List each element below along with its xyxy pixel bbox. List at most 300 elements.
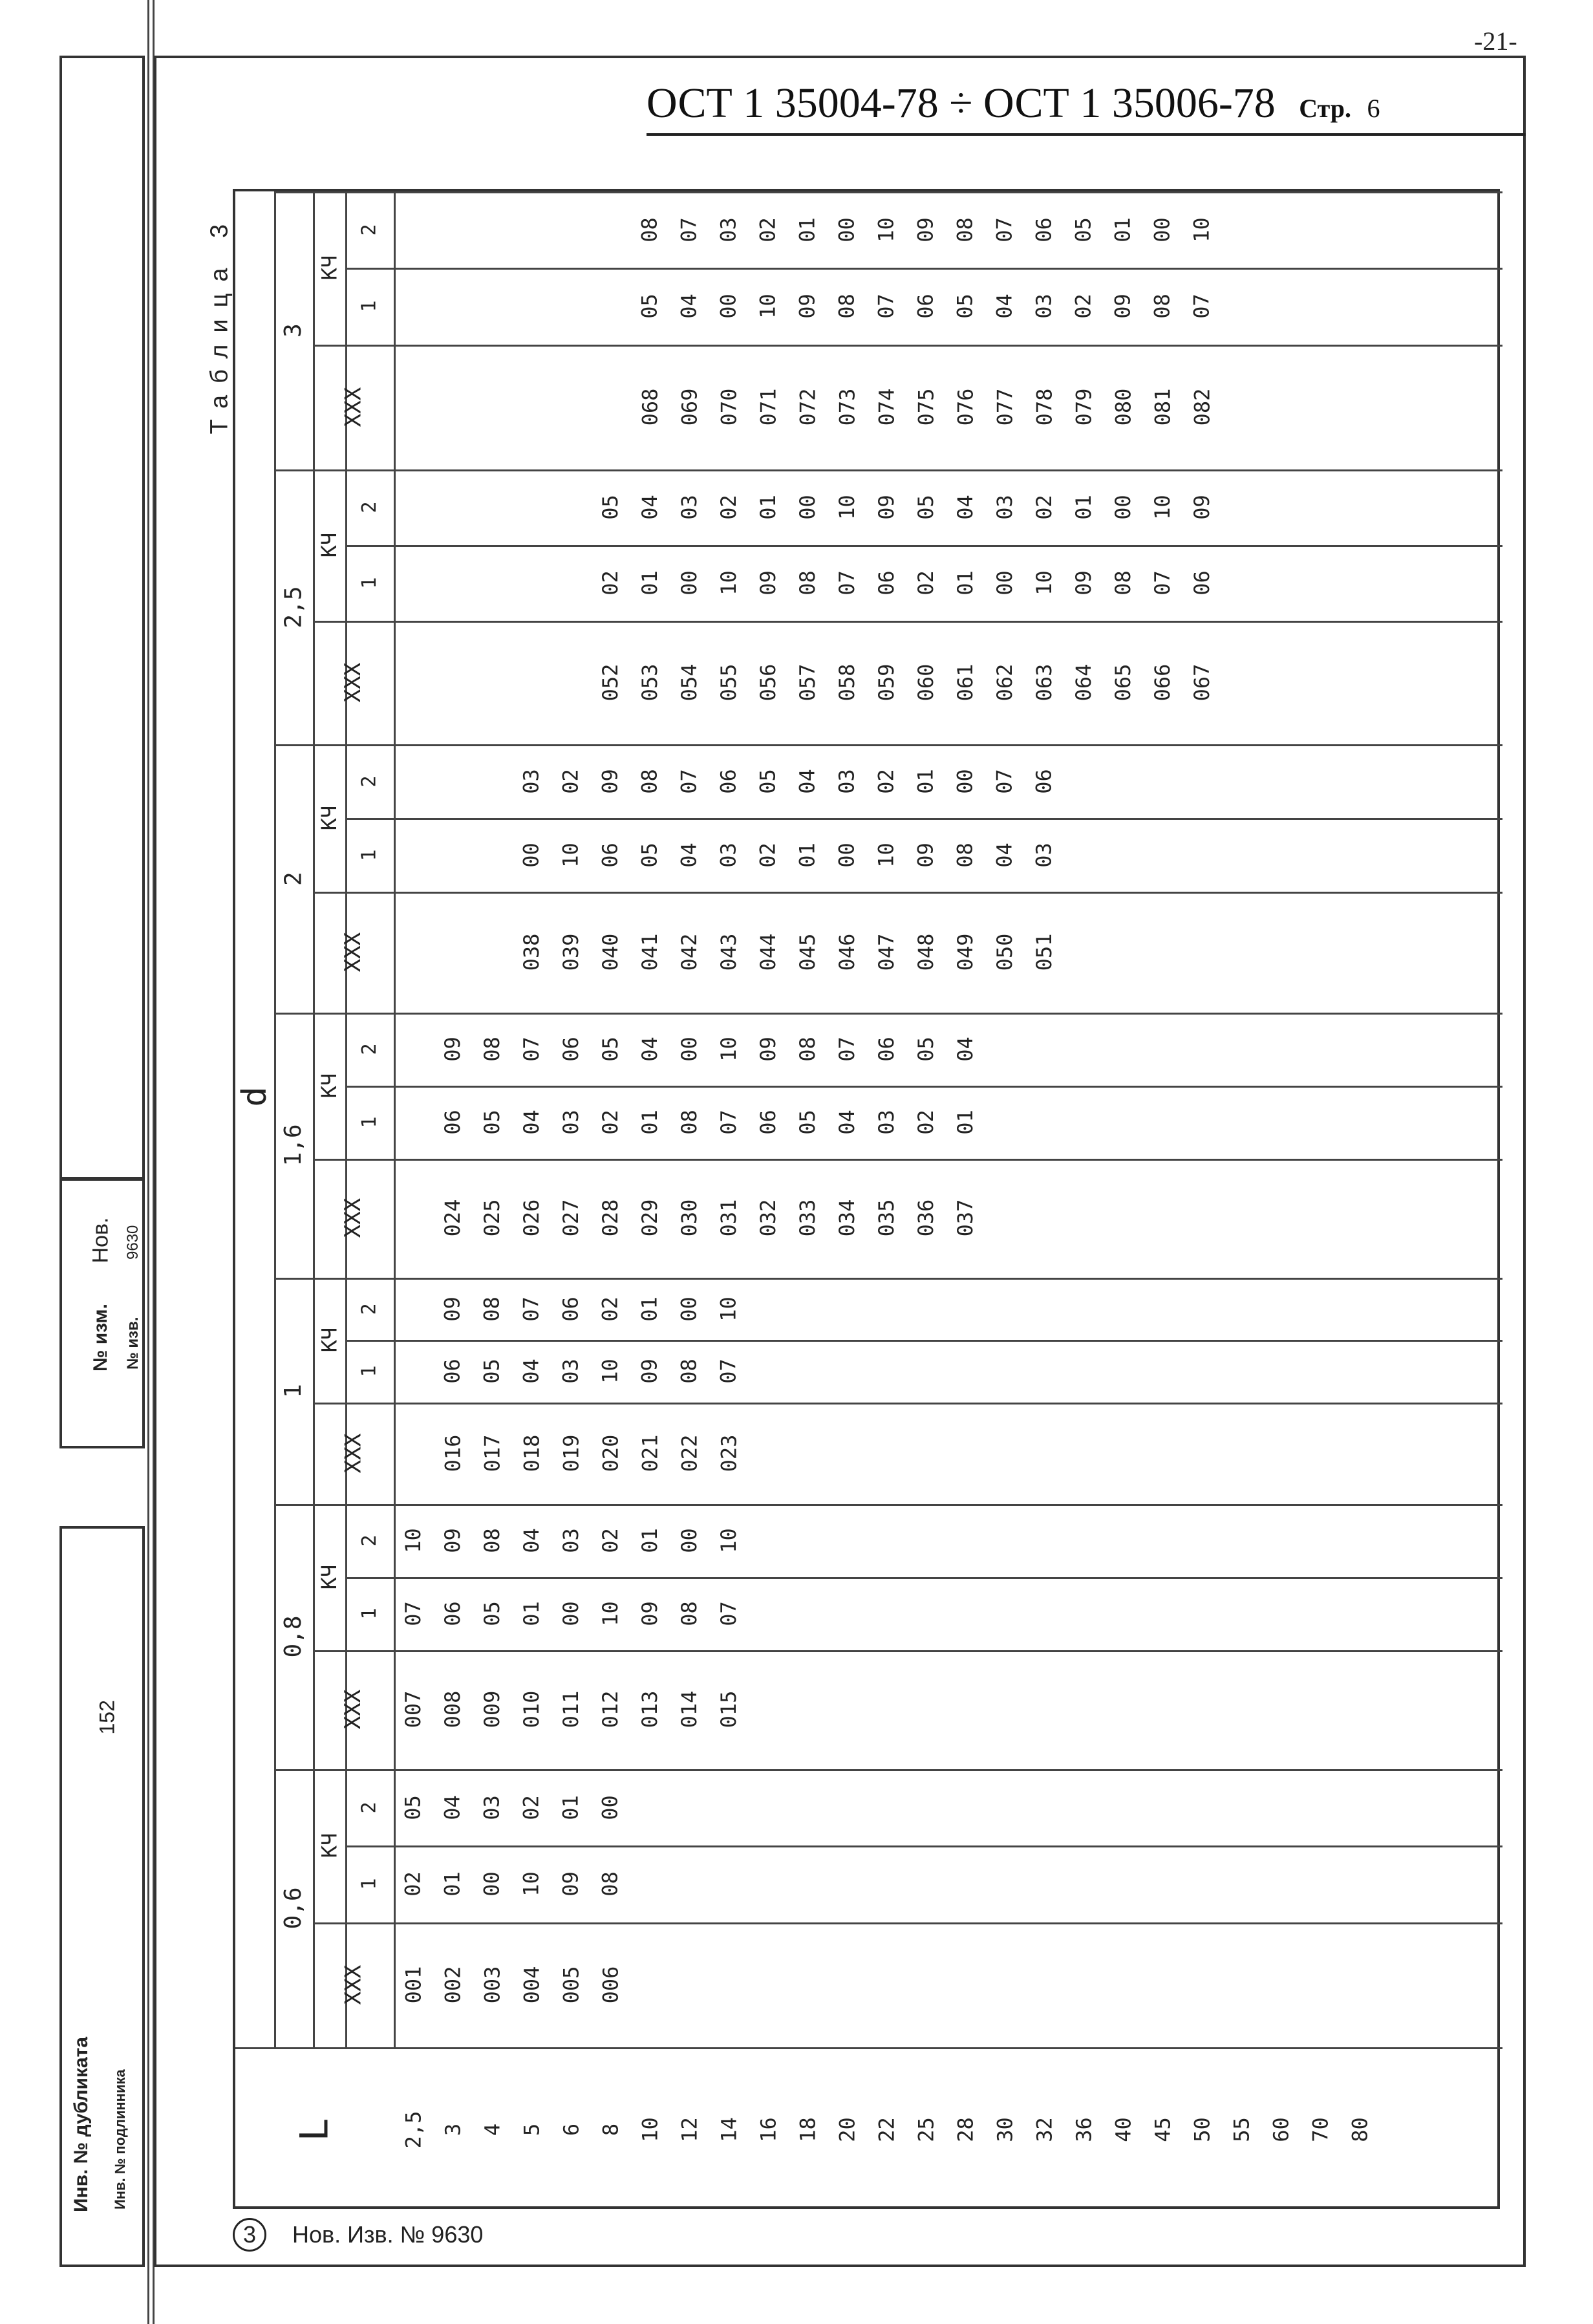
cell-xxx: 031 xyxy=(716,1199,741,1237)
cell-xxx: 012 xyxy=(598,1690,623,1728)
group-d-value: 2 xyxy=(280,871,306,886)
cell-kch-1: 10 xyxy=(598,1359,623,1384)
cell-kch-2: 08 xyxy=(953,217,978,242)
cell-xxx: 051 xyxy=(1032,933,1056,971)
col-header-kch: КЧ xyxy=(317,1564,341,1590)
cell-xxx: 009 xyxy=(480,1690,504,1728)
cell-kch-1: 06 xyxy=(440,1600,465,1626)
cell-kch-2: 03 xyxy=(716,217,741,242)
cell-kch-1: 00 xyxy=(480,1871,504,1897)
cell-kch-1: 00 xyxy=(677,570,701,596)
cell-kch-2: 10 xyxy=(716,1528,741,1553)
row-label-L: 80 xyxy=(1347,2116,1372,2142)
cell-kch-1: 08 xyxy=(1111,570,1135,596)
col-header-kch-1: 1 xyxy=(358,1878,381,1890)
cell-kch-1: 03 xyxy=(559,1359,583,1384)
cell-kch-1: 01 xyxy=(440,1871,465,1897)
cell-kch-2: 07 xyxy=(992,768,1017,794)
page-label: Стр. xyxy=(1299,94,1352,123)
cell-kch-2: 07 xyxy=(677,217,701,242)
row-label-L: 60 xyxy=(1268,2116,1293,2142)
cell-kch-1: 07 xyxy=(874,294,899,319)
row-label-L: 30 xyxy=(992,2116,1017,2142)
cell-kch-2: 01 xyxy=(637,1296,662,1322)
cell-kch-1: 07 xyxy=(835,570,859,596)
cell-kch-2: 00 xyxy=(598,1794,623,1820)
cell-xxx: 047 xyxy=(874,933,899,971)
cell-kch-1: 05 xyxy=(637,294,662,319)
cell-kch-1: 03 xyxy=(1032,294,1056,319)
cell-xxx: 038 xyxy=(519,933,544,971)
col-header-kch-1: 1 xyxy=(358,1116,381,1128)
cell-xxx: 035 xyxy=(874,1199,899,1237)
cell-xxx: 079 xyxy=(1071,388,1096,426)
cell-kch-2: 10 xyxy=(1150,495,1175,520)
cell-kch-1: 08 xyxy=(677,1359,701,1384)
cell-xxx: 029 xyxy=(637,1199,662,1237)
cell-xxx: 027 xyxy=(559,1199,583,1237)
cell-kch-2: 05 xyxy=(914,495,938,520)
cell-xxx: 062 xyxy=(992,663,1017,702)
cell-kch-2: 03 xyxy=(992,495,1017,520)
cell-xxx: 008 xyxy=(440,1690,465,1728)
row-label-L: 14 xyxy=(716,2116,741,2142)
cell-kch-1: 06 xyxy=(756,1109,780,1135)
cell-xxx: 054 xyxy=(677,663,701,702)
cell-kch-1: 10 xyxy=(598,1600,623,1626)
cell-kch-2: 06 xyxy=(1032,217,1056,242)
cell-kch-2: 07 xyxy=(835,1037,859,1062)
cell-kch-2: 04 xyxy=(953,1037,978,1062)
col-header-xxx: XXX xyxy=(340,662,366,703)
cell-kch-1: 04 xyxy=(519,1359,544,1384)
cell-kch-2: 06 xyxy=(1032,768,1056,794)
cell-kch-2: 00 xyxy=(795,495,820,520)
cell-xxx: 074 xyxy=(874,388,899,426)
cell-kch-1: 01 xyxy=(637,1109,662,1135)
cell-kch-2: 08 xyxy=(480,1037,504,1062)
cell-xxx: 044 xyxy=(756,933,780,971)
cell-kch-1: 01 xyxy=(953,570,978,596)
cell-kch-2: 10 xyxy=(874,217,899,242)
cell-kch-1: 10 xyxy=(1032,570,1056,596)
cell-kch-1: 07 xyxy=(716,1600,741,1626)
cell-kch-1: 05 xyxy=(953,294,978,319)
cell-kch-2: 01 xyxy=(1071,495,1096,520)
cell-kch-2: 01 xyxy=(914,768,938,794)
cell-kch-1: 06 xyxy=(914,294,938,319)
cell-kch-2: 03 xyxy=(835,768,859,794)
page-number: -21- xyxy=(1474,27,1517,56)
footer-text: Нов. Изв. № 9630 xyxy=(292,2221,484,2248)
cell-xxx: 021 xyxy=(637,1434,662,1472)
cell-kch-2: 04 xyxy=(519,1528,544,1553)
cell-kch-2: 00 xyxy=(1111,495,1135,520)
document-header xyxy=(647,79,1526,141)
cell-xxx: 023 xyxy=(716,1434,741,1472)
cell-kch-2: 06 xyxy=(559,1296,583,1322)
cell-kch-2: 02 xyxy=(559,768,583,794)
group-d-value: 0,8 xyxy=(280,1615,306,1658)
group-d-value: 1,6 xyxy=(280,1124,306,1167)
cell-kch-1: 02 xyxy=(598,1109,623,1135)
cell-xxx: 041 xyxy=(637,933,662,971)
cell-xxx: 034 xyxy=(835,1199,859,1237)
row-label-L: 3 xyxy=(440,2123,465,2136)
cell-kch-1: 07 xyxy=(716,1359,741,1384)
cell-kch-1: 09 xyxy=(914,842,938,868)
cell-xxx: 043 xyxy=(716,933,741,971)
cell-kch-1: 09 xyxy=(1111,294,1135,319)
row-label-L: 6 xyxy=(559,2123,583,2136)
cell-kch-1: 02 xyxy=(756,842,780,868)
cell-kch-1: 10 xyxy=(756,294,780,319)
cell-xxx: 071 xyxy=(756,388,780,426)
cell-kch-1: 05 xyxy=(795,1109,820,1135)
cell-xxx: 058 xyxy=(835,663,859,702)
cell-kch-2: 02 xyxy=(519,1794,544,1820)
cell-kch-1: 04 xyxy=(677,842,701,868)
col-header-xxx: XXX xyxy=(340,1964,366,2005)
cell-xxx: 052 xyxy=(598,663,623,702)
group-d-value: 1 xyxy=(280,1384,306,1398)
cell-kch-2: 09 xyxy=(440,1528,465,1553)
cell-xxx: 040 xyxy=(598,933,623,971)
cell-kch-1: 03 xyxy=(716,842,741,868)
cell-kch-1: 08 xyxy=(835,294,859,319)
row-label-L: 12 xyxy=(677,2116,701,2142)
cell-kch-2: 09 xyxy=(440,1296,465,1322)
cell-xxx: 080 xyxy=(1111,388,1135,426)
cell-kch-2: 00 xyxy=(677,1037,701,1062)
cell-kch-2: 02 xyxy=(1032,495,1056,520)
header-underline xyxy=(647,133,1526,136)
cell-kch-1: 10 xyxy=(874,842,899,868)
cell-kch-2: 02 xyxy=(716,495,741,520)
cell-kch-2: 01 xyxy=(559,1794,583,1820)
cell-kch-2: 08 xyxy=(480,1528,504,1553)
footer-circle-number: 3 xyxy=(233,2218,266,2252)
cell-kch-2: 08 xyxy=(795,1037,820,1062)
cell-kch-2: 03 xyxy=(559,1528,583,1553)
cell-xxx: 073 xyxy=(835,388,859,426)
cell-kch-1: 05 xyxy=(637,842,662,868)
cell-kch-2: 03 xyxy=(480,1794,504,1820)
cell-kch-1: 03 xyxy=(874,1109,899,1135)
cell-xxx: 006 xyxy=(598,1966,623,2004)
cell-kch-1: 08 xyxy=(953,842,978,868)
cell-kch-2: 03 xyxy=(519,768,544,794)
row-label-L: 50 xyxy=(1190,2116,1214,2142)
cell-kch-1: 06 xyxy=(440,1109,465,1135)
col-header-kch-2: 2 xyxy=(358,1802,381,1814)
cell-xxx: 055 xyxy=(716,663,741,702)
page-value: 6 xyxy=(1367,94,1380,123)
cell-xxx: 070 xyxy=(716,388,741,426)
col-header-xxx: XXX xyxy=(340,387,366,427)
cell-kch-1: 04 xyxy=(992,842,1017,868)
stamp-notice-value: 9630 xyxy=(124,1225,142,1260)
cell-xxx: 015 xyxy=(716,1690,741,1728)
cell-kch-1: 04 xyxy=(519,1109,544,1135)
cell-xxx: 025 xyxy=(480,1199,504,1237)
cell-kch-2: 09 xyxy=(598,768,623,794)
cell-kch-2: 10 xyxy=(401,1528,425,1553)
cell-xxx: 016 xyxy=(440,1434,465,1472)
row-label-L: 5 xyxy=(519,2123,544,2136)
row-label-L: 70 xyxy=(1308,2116,1332,2142)
cell-xxx: 063 xyxy=(1032,663,1056,702)
cell-kch-1: 09 xyxy=(1071,570,1096,596)
cell-kch-1: 09 xyxy=(637,1600,662,1626)
cell-kch-2: 01 xyxy=(637,1528,662,1553)
cell-kch-2: 06 xyxy=(559,1037,583,1062)
cell-xxx: 002 xyxy=(440,1966,465,2004)
cell-kch-2: 08 xyxy=(637,768,662,794)
cell-kch-1: 09 xyxy=(756,570,780,596)
cell-xxx: 050 xyxy=(992,933,1017,971)
cell-kch-2: 04 xyxy=(440,1794,465,1820)
cell-kch-1: 02 xyxy=(1071,294,1096,319)
cell-kch-1: 07 xyxy=(716,1109,741,1135)
row-label-L: 10 xyxy=(637,2116,662,2142)
cell-kch-2: 03 xyxy=(677,495,701,520)
col-header-kch-1: 1 xyxy=(358,849,381,861)
cell-xxx: 076 xyxy=(953,388,978,426)
cell-kch-1: 01 xyxy=(795,842,820,868)
cell-xxx: 065 xyxy=(1111,663,1135,702)
stamp-inv-orig: Инв. № подлинника xyxy=(112,2069,128,2210)
group-header-d: d xyxy=(235,1086,274,1107)
cell-kch-2: 07 xyxy=(992,217,1017,242)
row-header-L: L xyxy=(292,2117,337,2142)
row-label-L: 45 xyxy=(1150,2116,1175,2142)
stamp-block-change xyxy=(59,1177,145,1448)
group-d-value: 3 xyxy=(280,323,306,338)
row-label-L: 2,5 xyxy=(401,2111,425,2148)
cell-kch-2: 02 xyxy=(874,768,899,794)
cell-kch-1: 03 xyxy=(1032,842,1056,868)
col-header-xxx: XXX xyxy=(340,1433,366,1473)
cell-kch-1: 04 xyxy=(677,294,701,319)
cell-xxx: 064 xyxy=(1071,663,1096,702)
cell-xxx: 057 xyxy=(795,663,820,702)
col-header-kch-2: 2 xyxy=(358,1043,381,1055)
cell-kch-1: 03 xyxy=(559,1109,583,1135)
cell-xxx: 018 xyxy=(519,1434,544,1472)
group-d-value: 0,6 xyxy=(280,1887,306,1930)
row-label-L: 28 xyxy=(953,2116,978,2142)
cell-kch-1: 06 xyxy=(1190,570,1214,596)
cell-xxx: 069 xyxy=(677,388,701,426)
cell-kch-1: 08 xyxy=(598,1871,623,1897)
cell-xxx: 020 xyxy=(598,1434,623,1472)
stamp-block-inventory xyxy=(59,1526,145,2267)
cell-xxx: 048 xyxy=(914,933,938,971)
col-header-kch: КЧ xyxy=(317,255,341,281)
cell-kch-2: 09 xyxy=(756,1037,780,1062)
cell-kch-2: 07 xyxy=(677,768,701,794)
cell-kch-1: 02 xyxy=(401,1871,425,1897)
cell-kch-1: 01 xyxy=(953,1109,978,1135)
col-header-xxx: XXX xyxy=(340,932,366,973)
cell-kch-1: 00 xyxy=(835,842,859,868)
row-label-L: 20 xyxy=(835,2116,859,2142)
cell-kch-2: 05 xyxy=(598,495,623,520)
cell-kch-2: 01 xyxy=(756,495,780,520)
cell-kch-1: 00 xyxy=(992,570,1017,596)
col-header-kch-1: 1 xyxy=(358,300,381,312)
cell-kch-1: 04 xyxy=(992,294,1017,319)
cell-kch-2: 08 xyxy=(637,217,662,242)
cell-xxx: 028 xyxy=(598,1199,623,1237)
stamp-inv-dup: Инв. № дубликата xyxy=(70,2036,92,2212)
cell-xxx: 059 xyxy=(874,663,899,702)
cell-xxx: 060 xyxy=(914,663,938,702)
row-label-L: 25 xyxy=(914,2116,938,2142)
cell-xxx: 061 xyxy=(953,663,978,702)
cell-kch-2: 05 xyxy=(756,768,780,794)
col-header-kch: КЧ xyxy=(317,1327,341,1353)
cell-xxx: 030 xyxy=(677,1199,701,1237)
cell-xxx: 022 xyxy=(677,1434,701,1472)
cell-xxx: 039 xyxy=(559,933,583,971)
cell-kch-1: 06 xyxy=(598,842,623,868)
cell-kch-1: 04 xyxy=(835,1109,859,1135)
cell-kch-2: 07 xyxy=(519,1037,544,1062)
cell-xxx: 053 xyxy=(637,663,662,702)
col-header-xxx: XXX xyxy=(340,1690,366,1730)
cell-kch-1: 00 xyxy=(559,1600,583,1626)
cell-xxx: 014 xyxy=(677,1690,701,1728)
row-label-L: 18 xyxy=(795,2116,820,2142)
cell-kch-2: 04 xyxy=(953,495,978,520)
col-header-kch-2: 2 xyxy=(358,1534,381,1547)
stamp-notice-no: № изв. xyxy=(124,1317,142,1370)
cell-kch-2: 07 xyxy=(519,1296,544,1322)
col-header-kch-1: 1 xyxy=(358,1608,381,1620)
cell-kch-1: 10 xyxy=(559,842,583,868)
cell-kch-2: 09 xyxy=(440,1037,465,1062)
row-label-L: 32 xyxy=(1032,2116,1056,2142)
cell-kch-1: 01 xyxy=(519,1600,544,1626)
cell-xxx: 046 xyxy=(835,933,859,971)
col-header-kch-2: 2 xyxy=(358,501,381,513)
cell-kch-2: 00 xyxy=(1150,217,1175,242)
col-header-kch: КЧ xyxy=(317,532,341,558)
col-header-kch: КЧ xyxy=(317,1073,341,1099)
cell-kch-1: 08 xyxy=(677,1600,701,1626)
cell-kch-1: 09 xyxy=(795,294,820,319)
cell-kch-2: 05 xyxy=(1071,217,1096,242)
cell-xxx: 081 xyxy=(1150,388,1175,426)
cell-kch-2: 00 xyxy=(953,768,978,794)
cell-kch-1: 07 xyxy=(1190,294,1214,319)
cell-kch-2: 09 xyxy=(914,217,938,242)
cell-xxx: 049 xyxy=(953,933,978,971)
cell-kch-2: 04 xyxy=(637,495,662,520)
cell-kch-2: 05 xyxy=(401,1794,425,1820)
col-header-kch-2: 2 xyxy=(358,775,381,788)
cell-kch-2: 02 xyxy=(598,1528,623,1553)
cell-kch-2: 04 xyxy=(637,1037,662,1062)
row-label-L: 4 xyxy=(480,2123,504,2136)
cell-kch-1: 06 xyxy=(874,570,899,596)
cell-xxx: 036 xyxy=(914,1199,938,1237)
cell-xxx: 037 xyxy=(953,1199,978,1237)
cell-xxx: 056 xyxy=(756,663,780,702)
col-header-xxx: XXX xyxy=(340,1198,366,1238)
cell-kch-2: 10 xyxy=(1190,217,1214,242)
col-header-kch-2: 2 xyxy=(358,1303,381,1315)
cell-xxx: 019 xyxy=(559,1434,583,1472)
cell-kch-2: 10 xyxy=(716,1037,741,1062)
cell-xxx: 072 xyxy=(795,388,820,426)
cell-kch-2: 06 xyxy=(874,1037,899,1062)
cell-xxx: 017 xyxy=(480,1434,504,1472)
col-header-kch: КЧ xyxy=(317,1833,341,1858)
cell-kch-1: 02 xyxy=(598,570,623,596)
cell-kch-1: 05 xyxy=(480,1109,504,1135)
cell-xxx: 066 xyxy=(1150,663,1175,702)
cell-xxx: 067 xyxy=(1190,663,1214,702)
cell-xxx: 004 xyxy=(519,1966,544,2004)
cell-xxx: 077 xyxy=(992,388,1017,426)
cell-xxx: 032 xyxy=(756,1199,780,1237)
col-header-kch: КЧ xyxy=(317,805,341,831)
cell-xxx: 068 xyxy=(637,388,662,426)
stamp-new-label: Нов. xyxy=(88,1217,113,1264)
cell-kch-1: 05 xyxy=(480,1600,504,1626)
cell-kch-1: 09 xyxy=(637,1359,662,1384)
cell-xxx: 042 xyxy=(677,933,701,971)
group-d-value: 2,5 xyxy=(280,585,306,629)
cell-kch-2: 09 xyxy=(1190,495,1214,520)
cell-xxx: 082 xyxy=(1190,388,1214,426)
cell-kch-1: 09 xyxy=(559,1871,583,1897)
cell-kch-1: 02 xyxy=(914,570,938,596)
cell-kch-1: 07 xyxy=(1150,570,1175,596)
cell-kch-2: 02 xyxy=(756,217,780,242)
cell-kch-1: 08 xyxy=(1150,294,1175,319)
cell-kch-1: 10 xyxy=(519,1871,544,1897)
binding-line xyxy=(147,0,149,2324)
row-label-L: 22 xyxy=(874,2116,899,2142)
cell-kch-1: 02 xyxy=(914,1109,938,1135)
footer-note xyxy=(233,2218,483,2252)
cell-xxx: 005 xyxy=(559,1966,583,2004)
cell-xxx: 010 xyxy=(519,1690,544,1728)
row-label-L: 55 xyxy=(1229,2116,1254,2142)
data-table xyxy=(233,189,1500,2209)
cell-xxx: 078 xyxy=(1032,388,1056,426)
cell-kch-2: 05 xyxy=(914,1037,938,1062)
cell-xxx: 045 xyxy=(795,933,820,971)
row-label-L: 40 xyxy=(1111,2116,1135,2142)
cell-kch-1: 01 xyxy=(637,570,662,596)
cell-xxx: 024 xyxy=(440,1199,465,1237)
cell-kch-1: 07 xyxy=(401,1600,425,1626)
row-label-L: 36 xyxy=(1071,2116,1096,2142)
row-label-L: 16 xyxy=(756,2116,780,2142)
cell-kch-1: 08 xyxy=(795,570,820,596)
cell-kch-2: 00 xyxy=(677,1296,701,1322)
cell-kch-2: 01 xyxy=(1111,217,1135,242)
standard-number: ОСТ 1 35004-78 ÷ ОСТ 1 35006-78 xyxy=(647,80,1276,127)
cell-kch-2: 10 xyxy=(716,1296,741,1322)
cell-kch-2: 08 xyxy=(480,1296,504,1322)
cell-kch-1: 00 xyxy=(716,294,741,319)
